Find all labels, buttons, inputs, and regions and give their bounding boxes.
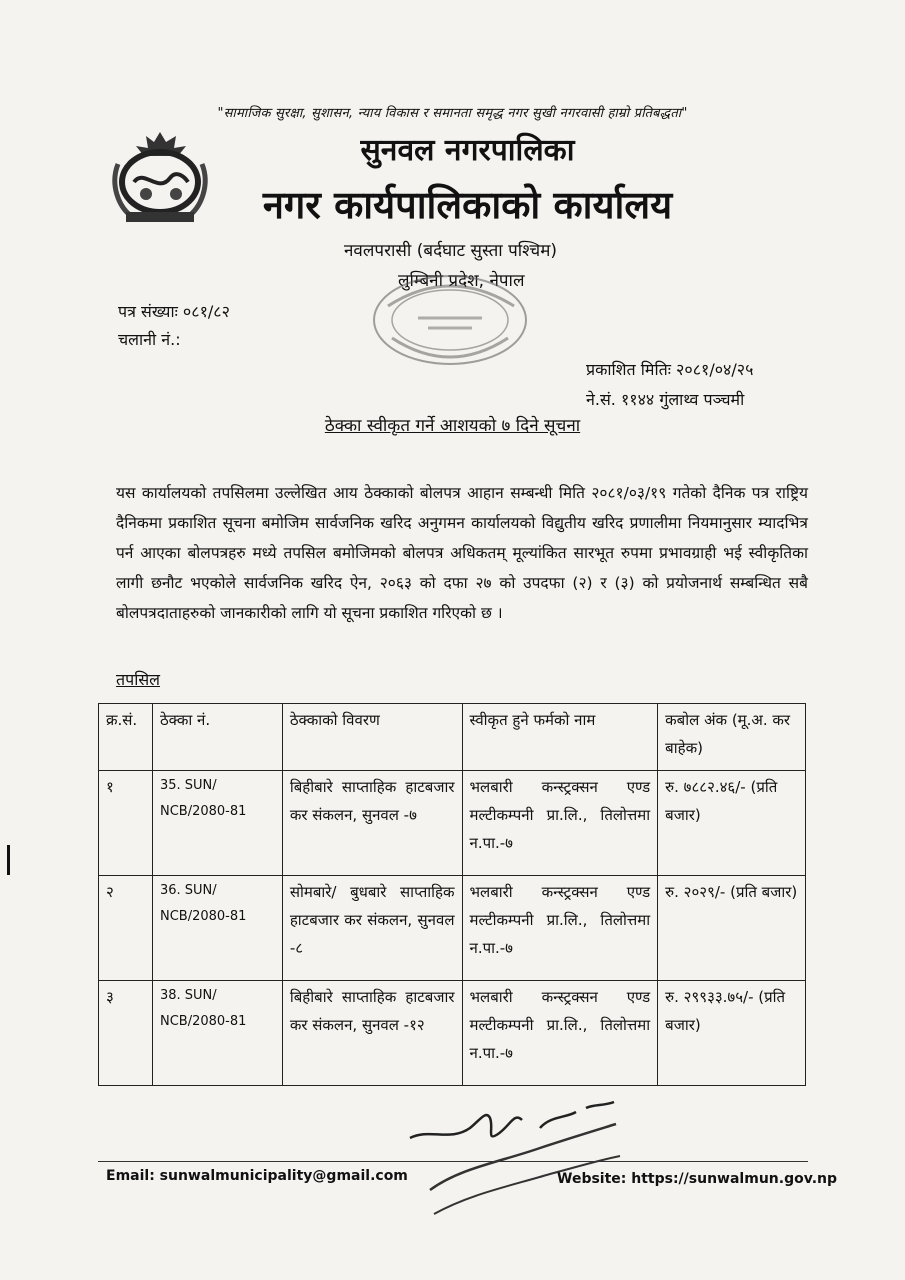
address-line-1: नवलपरासी (बर्दघाट सुस्ता पश्चिम) (344, 241, 557, 261)
nepal-sambat-date: ने.सं. ११४४ गुंलाथ्व पञ्चमी (586, 390, 745, 409)
cell-firm: भलबारी कन्स्ट्रक्सन एण्ड मल्टीकम्पनी प्रा.लि., तिलोत्तमा न.पा.-७ (462, 771, 658, 876)
cell-firm: भलबारी कन्स्ट्रक्सन एण्ड मल्टीकम्पनी प्रा.लि., तिलोत्तमा न.पा.-७ (462, 981, 658, 1086)
cell-amount: रु. २०२९/- (प्रति बजार) (658, 876, 806, 981)
details-label: तपसिल (116, 670, 161, 689)
tender-table (98, 703, 806, 1086)
footer-email: Email: sunwalmunicipality@gmail.com (106, 1168, 408, 1184)
letter-number: पत्र संख्याः ०८१/८२ (118, 302, 230, 321)
notice-subject: ठेक्का स्वीकृत गर्ने आशयको ७ दिने सूचना (324, 416, 581, 436)
table-row (99, 876, 806, 981)
cell-description: बिहीबारे साप्ताहिक हाटबजार कर संकलन, सुनवल -१२ (282, 981, 462, 1086)
motto: "सामाजिक सुरक्षा, सुशासन, न्याय विकास र समानता समृद्ध नगर सुखी नगरवासी हाम्रो प्रतिबद्धता" (217, 106, 688, 121)
published-date: प्रकाशित मितिः २०८१/०४/२५ (586, 360, 754, 379)
cell-firm: भलबारी कन्स्ट्रक्सन एण्ड मल्टीकम्पनी प्रा.लि., तिलोत्तमा न.पा.-७ (462, 876, 658, 981)
office-name: नगर कार्यपालिकाको कार्यालय (262, 183, 673, 227)
header-amount: कबोल अंक (मू.अ. कर बाहेक) (658, 704, 806, 771)
scan-margin-mark (7, 845, 10, 875)
notice-body: यस कार्यालयको तपसिलमा उल्लेखित आय ठेक्काको बोलपत्र आहान सम्बन्धी मिति २०८१/०३/१९ गतेको दैनिक पत्र राष्ट्रिय दैनिकमा प्रकाशित सूचना बमोजिम सार्वजनिक खरिद अनुगमन कार्यालयको विद्युतीय खरिद प्रणालीमा नियमानुसार म्यादभित्र पर्न आएका बोलपत्रहरु मध्ये तपसिल बमोजिमको बोलपत्र अधिकतम् मूल्यांकित सारभूत रुपमा प्रभावग्राही भई स्वीकृतिका लागी छनौट भएकोले सार्वजनिक खरिद ऐन, २०६३ को दफा २७ को उपदफा (२) र (३) को प्रयोजनार्थ सम्बन्धित सबै बोलपत्रदाताहरुको जानकारीको लागि यो सूचना प्रकाशित गरिएको छ । (116, 484, 808, 622)
cell-amount: रु. ७८८२.४६/- (प्रति बजार) (658, 771, 806, 876)
handwritten-signature-icon (390, 1098, 630, 1228)
cell-serial: ३ (99, 981, 153, 1086)
cell-contract-no: 38. SUN/ NCB/2080-81 (152, 981, 282, 1086)
dispatch-number: चलानी नं.: (118, 330, 181, 349)
municipality-stamp-icon (358, 266, 538, 376)
cell-contract-no: 36. SUN/ NCB/2080-81 (152, 876, 282, 981)
cell-serial: २ (99, 876, 153, 981)
cell-description: बिहीबारे साप्ताहिक हाटबजार कर संकलन, सुनवल -७ (282, 771, 462, 876)
date-block (586, 355, 753, 415)
header-description: ठेक्काको विवरण (282, 704, 462, 771)
cell-amount: रु. २९९३३.७५/- (प्रति बजार) (658, 981, 806, 1086)
cell-contract-no: 35. SUN/ NCB/2080-81 (152, 771, 282, 876)
table-row (99, 771, 806, 876)
header-firm: स्वीकृत हुने फर्मको नाम (462, 704, 658, 771)
reference-block (118, 298, 230, 354)
municipality-name: सुनवल नगरपालिका (360, 133, 575, 168)
table-header-row (99, 704, 806, 771)
footer-website: Website: https://sunwalmun.gov.np (557, 1171, 837, 1187)
cell-serial: १ (99, 771, 153, 876)
footer-divider (98, 1161, 808, 1162)
header-contract-no: ठेक्का नं. (152, 704, 282, 771)
table-row (99, 981, 806, 1086)
cell-description: सोमबारे/ बुधबारे साप्ताहिक हाटबजार कर संकलन, सुनवल -८ (282, 876, 462, 981)
address-line-2: लुम्बिनी प्रदेश, नेपाल (398, 271, 525, 291)
header-serial: क्र.सं. (99, 704, 153, 771)
